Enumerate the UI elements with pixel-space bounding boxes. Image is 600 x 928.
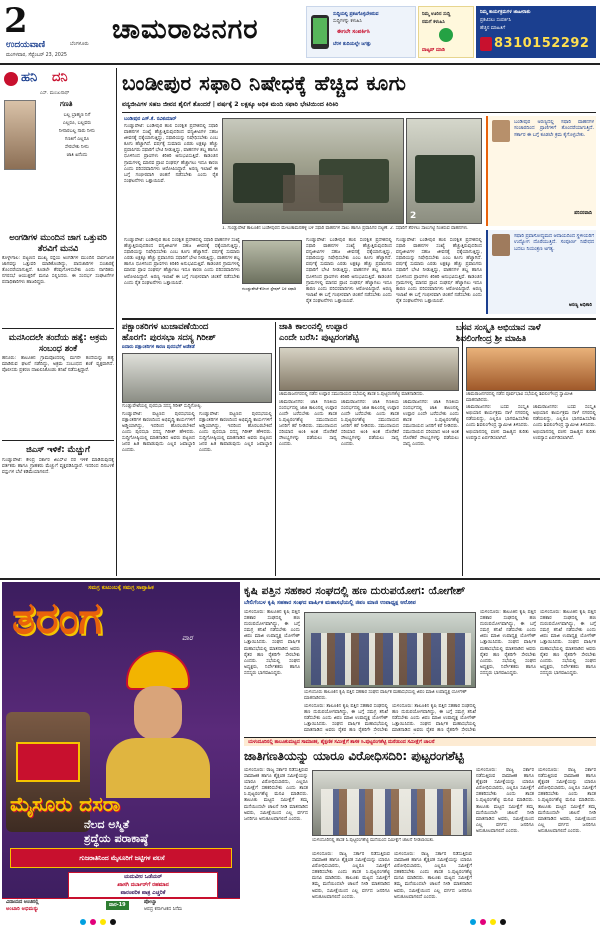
divider	[122, 318, 596, 320]
column-author-photo	[4, 100, 36, 170]
ad3-line: ಪ್ರಕಟಿಸಲು ಸಂಪರ್ಕಿಸಿ	[480, 18, 511, 23]
registration-dot	[490, 919, 496, 925]
mid-story-2-photo	[279, 347, 459, 391]
ad3-line: ಹೆಚ್ಚಿನ ಮಾಹಿತಿಗೆ	[480, 26, 506, 31]
masthead-ad-3	[476, 6, 596, 58]
ad-banner	[10, 848, 232, 868]
hani-dani-column	[0, 68, 116, 228]
paper-name: ಉದಯವಾಣಿ	[6, 40, 46, 50]
page-number: 2	[4, 1, 28, 41]
mid-story-2-caption: ಚಾಮರಾಜನಗರದಲ್ಲಿ ನಡೆದ ಉಪ್ಪಾರ ಸಮುದಾಯದ ಸಭೆಯಲ್ಲಿ ಶಾಸಕ ಸಿ.ಪುಟ್ಟರಂಗಶೆಟ್ಟಿ ಮಾತನಾಡಿದರು.	[279, 392, 425, 397]
ad-brand: ತರಂಗ	[12, 593, 102, 644]
ad-top-tag: ಸಮಗ್ರ ಕುಟುಂಬಕ್ಕೆ ಸಮಗ್ರ ಸಾಪ್ತಾಹಿಕ	[88, 585, 154, 591]
inline-photo	[242, 240, 302, 284]
logo-part-b: ದನಿ	[52, 70, 68, 85]
left-story-3-body: ಗುಂಡ್ಲುಪೇಟೆ: ಕೇಂದ್ರ ಸರ್ಕಾರ ಜಿಎಸ್‌ಟಿ ದರ ಇಳಿಕೆ ಮಾಡಿರುವುದಕ್ಕೆ ವರ್ತಕರು ಹಾಗೂ ಗ್ರಾಹಕರು ಮೆಚ್ಚುಗೆ ವ್ಯಕ್ತಪಡಿಸಿದ್ದಾರೆ. ಇದರಿಂದ ದಿನಬಳಕೆ ವಸ್ತುಗಳ ಬೆಲೆ ಕಡಿಮೆಯಾಗಲಿದೆ.	[2, 457, 114, 475]
ad-bottom-left-2: ಅಂಬಾರಿ ಅಭಿಮನ್ಯು	[6, 906, 39, 912]
registration-marks	[0, 917, 600, 927]
divider	[122, 112, 596, 113]
royal-robe	[106, 738, 210, 798]
ad-bottom-right-2: ಆಪದ್ರ ಕರ್ನಾಟಕದ ಸಿನೆಮ	[144, 907, 183, 912]
ad-badge: ವಾರ-19	[106, 901, 129, 910]
registration-dot	[500, 919, 506, 925]
mid-story-2-body-col-2: ಚಾಮರಾಜನಗರ: ಜಾತಿ ಗಣತಿಯ ಸಂದರ್ಭದಲ್ಲಿ ಜಾತಿ ಕಾಲಂನಲ್ಲಿ ಉಪ್ಪಾರ ಎಂದೇ ಬರೆಸಬೇಕು ಎಂದು ಶಾಸಕ ಸಿ.ಪುಟ್ಟರಂಗಶೆಟ್ಟಿ ಸಮುದಾಯದ ಜನರಿಗೆ ಕರೆ ನೀಡಿದರು. ಸಮುದಾಯದ ಸರಿಯಾದ ಅಂಕಿ ಅಂಶ ದೊರೆತರೆ ಸೌಲಭ್ಯಗಳನ್ನು ಪಡೆಯಲು ಸಾಧ್ಯ ಎಂದರು.	[341, 399, 399, 448]
registration-dot	[470, 919, 476, 925]
ad-bottom-right-1: ಪೋಲ್ವಾ	[144, 899, 157, 905]
caste-caption: ಯಳಂದೂರಿನಲ್ಲಿ ಶಾಸಕ ಸಿ.ಪುಟ್ಟರಂಗಶೆಟ್ಟಿ ಮನೆಯಿಂದ ಸಮೀಕ್ಷೆಗೆ ಚಾಲನೆ ನೀಡಲಾಯಿತು.	[312, 838, 435, 843]
masthead	[0, 0, 600, 62]
ad1-line: ಬೆರಳ ತುದಿಯಲ್ಲೇ ಜಗತ್ತು	[333, 42, 372, 47]
mid-story-2-body-col-1: ಚಾಮರಾಜನಗರ: ಜಾತಿ ಗಣತಿಯ ಸಂದರ್ಭದಲ್ಲಿ ಜಾತಿ ಕಾಲಂನಲ್ಲಿ ಉಪ್ಪಾರ ಎಂದೇ ಬರೆಸಬೇಕು ಎಂದು ಶಾಸಕ ಸಿ.ಪುಟ್ಟರಂಗಶೆಟ್ಟಿ ಸಮುದಾಯದ ಜನರಿಗೆ ಕರೆ ನೀಡಿದರು. ಸಮುದಾಯದ ಸರಿಯಾದ ಅಂಕಿ ಅಂಶ ದೊರೆತರೆ ಸೌಲಭ್ಯಗಳನ್ನು ಪಡೆಯಲು ಸಾಧ್ಯ ಎಂದರು.	[279, 399, 337, 448]
lead-subheadline: ವನ್ಯಜೀವಿಗಳ ಸಹಜ ಜೀವನ ಶೈಲಿಗೆ ತೊಂದರೆ | ವರ್ಷಕ್ಕೆ 2 ಲಕ್ಷಕ್ಕೂ ಅಧಿಕ ಮಂದಿ ಸಫಾರಿ ಭೇಟಿಯಿಂದ ಕಿರಿಕಿರಿ	[122, 101, 339, 108]
ad2-line: ನಮಗೆ ಕಳುಹಿಸಿ	[422, 20, 445, 25]
registration-dot	[100, 919, 106, 925]
lead-body-col-1: ಗುಂಡ್ಲುಪೇಟೆ: ಬಂಡೀಪುರ ಹುಲಿ ಸಂರಕ್ಷಿತ ಪ್ರದೇಶದಲ್ಲಿ ಸಫಾರಿ ವಾಹನಗಳ ಸಂಖ್ಯೆ ಹೆಚ್ಚುತ್ತಿರುವುದರಿಂದ ವನ್ಯಜೀವಿಗಳ ಸಹಜ ಜೀವನಕ್ಕೆ ಧಕ್ಕೆಯಾಗುತ್ತಿದ್ದು, ಸಫಾರಿಯನ್ನು ನಿಷೇಧಿಸಬೇಕು ಎಂಬ ಕೂಗು ಹೆಚ್ಚಾಗಿದೆ. ವರ್ಷಕ್ಕೆ ಸುಮಾರು ಎರಡು ಲಕ್ಷಕ್ಕೂ ಹೆಚ್ಚು ಪ್ರವಾಸಿಗರು ಸಫಾರಿಗೆ ಭೇಟಿ ನೀಡುತ್ತಿದ್ದು, ವಾಹನಗಳ ಶಬ್ದ ಹಾಗೂ ಧೂಳಿನಿಂದ ಪ್ರಾಣಿಗಳು ಕಿರಿಕಿರಿ ಅನುಭವಿಸುತ್ತಿವೆ. ಕಾಡಂಚಿನ ಗ್ರಾಮಗಳಲ್ಲಿ ಮಾನವ ಪ್ರಾಣಿ ಸಂಘರ್ಷ ಹೆಚ್ಚಾಗಲು ಇದೂ ಕಾರಣ ಎಂದು ಪರಿಸರವಾದಿಗಳು ಆರೋಪಿಸಿದ್ದಾರೆ. ಅರಣ್ಯ ಇಲಾಖೆ ಈ ಬಗ್ಗೆ ಗಂಭೀರವಾಗಿ ಚಿಂತನೆ ನಡೆಸಬೇಕು ಎಂದು ರೈತ ಸಂಘಟನೆಗಳು ಒತ್ತಾಯಿಸಿವೆ.	[124, 124, 218, 184]
quote-portrait	[492, 120, 510, 142]
mid-story-1-headline-2: ಹೊರಗೆ: ಪುರಸಭಾ ಸದಸ್ಯ ಗಿರೀಶ್	[122, 333, 216, 343]
mid-story-1-subhead: ಐದಾರು ಪಕ್ಷಾಂತರಿಗಳ ಕಾರಣ ಪುರಸಭೆಗೆ ಅಡೆತಡೆ	[122, 345, 195, 350]
face	[134, 686, 182, 740]
coop-headline: ಕೃಷಿ ಪತ್ತಿನ ಸಹಕಾರ ಸಂಘದಲ್ಲಿ ಹಣ ದುರುಪಯೋಗ: ಯೋಗೇಶ್	[244, 585, 466, 597]
lead-photo-caption: 1. ಗುಂಡ್ಲುಪೇಟೆ ತಾಲೂಕಿನ ಬಂಡೀಪುರದ ಮೇಲುಕಾಮನಹಳ್ಳಿ ಬಳಿ ಸಫಾರಿ ವಾಹನಗಳ ಸಾಲು ಹಾಗೂ ಪ್ರವಾಸಿಗರ ದಟ್ಟಣೆ. 2. ಸಫಾರಿಗೆ ತೆರಳಲು ಸಾಲುಗಟ್ಟಿ ನಿಂತಿರುವ ವಾಹನಗಳು.	[222, 226, 469, 231]
divider	[462, 322, 463, 576]
mid-story-3-photo	[466, 347, 596, 391]
edition-label: ಬೆಂಗಳೂರು	[70, 41, 89, 47]
left-story-1-headline: ಅಂಗಡಿಗಳ ಮುಂದಿನ ಜಾಗ ಒತ್ತುವರಿ ತೆರವಿಗೆ ಮನವಿ	[9, 232, 107, 253]
ad-feature-2: ನೆಲದ ಅಸ್ಮಿತೆ	[84, 818, 130, 831]
poem-line: ಬಲ್ಲ ಬ್ರಾಹ್ಮಣ ನಿಗೆ	[63, 113, 91, 118]
registration-dot	[80, 919, 86, 925]
sidebar-quote: ಸಫಾರಿ ಪ್ರವಾಸೋದ್ಯಮದ ಆದಾಯದಿಂದ ಸ್ಥಳೀಯರಿಗೆ ಉದ್ಯೋಗ ದೊರೆಯುತ್ತಿದೆ. ಸಂಪೂರ್ಣ ನಿಷೇಧದ ಬದಲು ನಿಯಂತ್ರಣ ಅಗತ್ಯ.	[514, 234, 594, 252]
poem	[40, 112, 114, 160]
mid-story-1-caption: ಗುಂಡ್ಲುಪೇಟೆಯಲ್ಲಿ ಪುರಸಭಾ ಸದಸ್ಯ ಗಿರೀಶ್ ಸುದ್ದಿಗೋಷ್ಠಿ.	[122, 404, 202, 409]
coop-body-col-3: ಯಳಂದೂರು: ತಾಲೂಕಿನ ಕೃಷಿ ಪತ್ತಿನ ಸಹಕಾರ ಸಂಘದಲ್ಲಿ ಹಣ ದುರುಪಯೋಗವಾಗಿದ್ದು, ಈ ಬಗ್ಗೆ ಸಮಗ್ರ ತನಿಖೆ ನಡೆಸಬೇಕು ಎಂದು ಜಿಪಂ ಮಾಜಿ ಉಪಾಧ್ಯಕ್ಷ ಯೋಗೇಶ್ ಒತ್ತಾಯಿಸಿದರು. ಸಂಘದ ವಾರ್ಷಿಕ ಮಹಾಸಭೆಯಲ್ಲಿ ಮಾತನಾಡಿದ ಅವರು ರೈತರ ಹಣ ರೈತರಿಗೇ ಸೇರಬೇಕು	[392, 704, 476, 734]
whatsapp-icon	[439, 28, 453, 42]
divider	[2, 328, 114, 329]
mid-story-1-headline-1: ಪಕ್ಷಾಂತರಿಗಳ ಟುಜಾವಣೆಯಿಂದ	[122, 322, 209, 332]
caste-kicker-bar	[244, 737, 596, 746]
poem-line: ನೀನಾರಬಲ್ಲ ನಾರು ನೀನು	[59, 129, 95, 134]
mid-story-3-body-col-1: ಚಾಮರಾಜನಗರ: ಬಸವ ಸಂಸ್ಕೃತಿ ಅಭಿಯಾನ ಕಾರ್ಯಕ್ರಮ ನಾಳೆ ನಗರದಲ್ಲಿ ನಡೆಯಲಿದ್ದು, ಎಲ್ಲರೂ ಭಾಗವಹಿಸಬೇಕು ಎಂದು ಶಿವಲಿಂಗೇಂದ್ರ ಸ್ವಾಮೀಜಿ ತಿಳಿಸಿದರು. ಅಭಿಯಾನದಲ್ಲಿ ವಚನ ಸಾಹಿತ್ಯದ ಕುರಿತು ಉಪನ್ಯಾಸ ಏರ್ಪಡಿಸಲಾಗಿದೆ.	[466, 405, 529, 441]
left-story-3	[2, 444, 114, 574]
left-story-1-body: ಕೊಳ್ಳೇಗಾಲ: ಪಟ್ಟಣದ ಮುಖ್ಯ ರಸ್ತೆಯ ಅಂಗಡಿಗಳ ಮುಂದಿನ ಸಾರ್ವಜನಿಕ ಜಾಗವನ್ನು ಒತ್ತುವರಿ ಮಾಡಿಕೊಂಡಿದ್ದು, ಪಾದಚಾರಿಗಳ ಸಂಚಾರಕ್ಕೆ ತೊಂದರೆಯಾಗುತ್ತಿದೆ. ಕೂಡಲೇ ತೆರವುಗೊಳಿಸಬೇಕು ಎಂದು ನಾಗರಿಕರು ನಗರಸಭೆ ಆಯುಕ್ತರಿಗೆ ಮನವಿ ಸಲ್ಲಿಸಿದರು. ಈ ಸಂದರ್ಭ ಸಂಘಟನೆಗಳ ಪದಾಧಿಕಾರಿಗಳು ಹಾಜರಿದ್ದರು.	[2, 256, 114, 286]
left-story-2-headline: ಮನಸಿಂದಲೇ ತಂದೆಯ ಹತ್ಯೆ: ಅಕ್ರಮ ಸಂಬಂಧ ಶಂಕೆ	[8, 332, 108, 353]
column-rule	[116, 68, 117, 576]
sidebar-quote: ಬಂಡೀಪುರ ಅರಣ್ಯದಲ್ಲಿ ಸಫಾರಿ ವಾಹನಗಳ ಸಂಚಾರದಿಂದ ಪ್ರಾಣಿಗಳಿಗೆ ತೊಂದರೆಯಾಗುತ್ತಿದೆ. ಸರ್ಕಾರ ಈ ಬಗ್ಗೆ ಕೂಡಲೇ ಕ್ರಮ ಕೈಗೊಳ್ಳಬೇಕು.	[514, 120, 594, 138]
lead-body-col-3: ಗುಂಡ್ಲುಪೇಟೆ: ಬಂಡೀಪುರ ಹುಲಿ ಸಂರಕ್ಷಿತ ಪ್ರದೇಶದಲ್ಲಿ ಸಫಾರಿ ವಾಹನಗಳ ಸಂಖ್ಯೆ ಹೆಚ್ಚುತ್ತಿರುವುದರಿಂದ ವನ್ಯಜೀವಿಗಳ ಸಹಜ ಜೀವನಕ್ಕೆ ಧಕ್ಕೆಯಾಗುತ್ತಿದ್ದು, ಸಫಾರಿಯನ್ನು ನಿಷೇಧಿಸಬೇಕು ಎಂಬ ಕೂಗು ಹೆಚ್ಚಾಗಿದೆ. ವರ್ಷಕ್ಕೆ ಸುಮಾರು ಎರಡು ಲಕ್ಷಕ್ಕೂ ಹೆಚ್ಚು ಪ್ರವಾಸಿಗರು ಸಫಾರಿಗೆ ಭೇಟಿ ನೀಡುತ್ತಿದ್ದು, ವಾಹನಗಳ ಶಬ್ದ ಹಾಗೂ ಧೂಳಿನಿಂದ ಪ್ರಾಣಿಗಳು ಕಿರಿಕಿರಿ ಅನುಭವಿಸುತ್ತಿವೆ. ಕಾಡಂಚಿನ ಗ್ರಾಮಗಳಲ್ಲಿ ಮಾನವ ಪ್ರಾಣಿ ಸಂಘರ್ಷ ಹೆಚ್ಚಾಗಲು ಇದೂ ಕಾರಣ ಎಂದು ಪರಿಸರವಾದಿಗಳು ಆರೋಪಿಸಿದ್ದಾರೆ. ಅರಣ್ಯ ಇಲಾಖೆ ಈ ಬಗ್ಗೆ ಗಂಭೀರವಾಗಿ ಚಿಂತನೆ ನಡೆಸಬೇಕು ಎಂದು ರೈತ ಸಂಘಟನೆಗಳು ಒತ್ತಾಯಿಸಿವೆ.	[306, 238, 392, 304]
poem-line: ಗಣತಿಗೆ ಎಲ್ಲರೂ	[64, 137, 90, 142]
section-title: ಚಾಮರಾಜನಗರ	[112, 14, 259, 45]
ad-brand-sub: ವಾರ	[182, 634, 193, 642]
poem-line: ಜಾತಿ ಏನೆಂದು	[66, 153, 88, 158]
ad-feature-1: ಮೈಸೂರು ದಸರಾ	[10, 792, 121, 816]
coop-photo	[304, 612, 476, 688]
caste-photo	[312, 770, 472, 836]
masthead-ad-1	[306, 6, 416, 58]
logo-part-a: ಹನಿ	[21, 70, 38, 85]
lead-body-col-2: ಗುಂಡ್ಲುಪೇಟೆ: ಬಂಡೀಪುರ ಹುಲಿ ಸಂರಕ್ಷಿತ ಪ್ರದೇಶದಲ್ಲಿ ಸಫಾರಿ ವಾಹನಗಳ ಸಂಖ್ಯೆ ಹೆಚ್ಚುತ್ತಿರುವುದರಿಂದ ವನ್ಯಜೀವಿಗಳ ಸಹಜ ಜೀವನಕ್ಕೆ ಧಕ್ಕೆಯಾಗುತ್ತಿದ್ದು, ಸಫಾರಿಯನ್ನು ನಿಷೇಧಿಸಬೇಕು ಎಂಬ ಕೂಗು ಹೆಚ್ಚಾಗಿದೆ. ವರ್ಷಕ್ಕೆ ಸುಮಾರು ಎರಡು ಲಕ್ಷಕ್ಕೂ ಹೆಚ್ಚು ಪ್ರವಾಸಿಗರು ಸಫಾರಿಗೆ ಭೇಟಿ ನೀಡುತ್ತಿದ್ದು, ವಾಹನಗಳ ಶಬ್ದ ಹಾಗೂ ಧೂಳಿನಿಂದ ಪ್ರಾಣಿಗಳು ಕಿರಿಕಿರಿ ಅನುಭವಿಸುತ್ತಿವೆ. ಕಾಡಂಚಿನ ಗ್ರಾಮಗಳಲ್ಲಿ ಮಾನವ ಪ್ರಾಣಿ ಸಂಘರ್ಷ ಹೆಚ್ಚಾಗಲು ಇದೂ ಕಾರಣ ಎಂದು ಪರಿಸರವಾದಿಗಳು ಆರೋಪಿಸಿದ್ದಾರೆ. ಅರಣ್ಯ ಇಲಾಖೆ ಈ ಬಗ್ಗೆ ಗಂಭೀರವಾಗಿ ಚಿಂತನೆ ನಡೆಸಬೇಕು ಎಂದು ರೈತ ಸಂಘಟನೆಗಳು ಒತ್ತಾಯಿಸಿವೆ.	[124, 238, 240, 286]
ad-line-3: ಪಾರಂಪರಿಕ ಪಾತ್ರ ಎಚ್ಚರಿಕೆ	[120, 890, 166, 896]
mid-story-1-body-col-2: ಗುಂಡ್ಲುಪೇಟೆ: ಪಟ್ಟಣದ ಪುರಸಭೆಯಲ್ಲಿ ಪಕ್ಷಾಂತರಿಗಳ ಕಾರಣದಿಂದ ಅಭಿವೃದ್ಧಿ ಕಾರ್ಯಗಳಿಗೆ ಅಡ್ಡಿಯಾಗಿದ್ದು, ಇದರಿಂದ ಹೊರಬರಬೇಕಿದೆ ಎಂದು ಪುರಸಭಾ ಸದಸ್ಯ ಗಿರೀಶ್ ಹೇಳಿದರು. ಸುದ್ದಿಗೋಷ್ಠಿಯಲ್ಲಿ ಮಾತನಾಡಿದ ಅವರು ಪಟ್ಟಣದ ಜನರ ಹಿತ ಕಾಪಾಡುವುದು ಎಲ್ಲರ ಜವಾಬ್ದಾರಿ ಎಂದರು.	[199, 411, 272, 454]
phone-icon	[480, 37, 492, 51]
left-story-2-body: ಹನೂರು: ತಾಲೂಕಿನ ಗ್ರಾಮವೊಂದರಲ್ಲಿ ಮಗನೇ ತಂದೆಯನ್ನು ಹತ್ಯೆ ಮಾಡಿರುವ ಘಟನೆ ನಡೆದಿದ್ದು, ಅಕ್ರಮ ಸಂಬಂಧದ ಶಂಕೆ ವ್ಯಕ್ತವಾಗಿದೆ. ಪೊಲೀಸರು ಪ್ರಕರಣ ದಾಖಲಿಸಿಕೊಂಡು ತನಿಖೆ ನಡೆಸುತ್ತಿದ್ದಾರೆ.	[2, 356, 114, 374]
lead-headline: ಬಂಡೀಪುರ ಸಫಾರಿ ನಿಷೇಧಕ್ಕೆ ಹೆಚ್ಚಿದ ಕೂಗು	[122, 71, 407, 95]
phone-hand-icon	[311, 15, 329, 49]
registration-dot	[480, 919, 486, 925]
ad1-line: ಈಗಲೇ ಸಂಪರ್ಕಿಸಿ	[337, 29, 370, 35]
phone-number: 8310152292	[494, 36, 590, 51]
coop-subheadline: ಬೇಲಿಗೆಂಬಳ ಕೃಷಿ ಸಹಕಾರ ಸಂಘದ ವಾರ್ಷಿಕ ಮಹಾಸಭೆಯಲ್ಲಿ ಜಿಪಂ ಮಾಜಿ ಉಪಾಧ್ಯಕ್ಷ ಆರೋಪ	[244, 600, 416, 606]
lead-photo-2	[406, 118, 482, 224]
caste-body-col-1: ಯಳಂದೂರು: ರಾಜ್ಯ ಸರ್ಕಾರ ನಡೆಸುತ್ತಿರುವ ಸಾಮಾಜಿಕ ಹಾಗೂ ಶೈಕ್ಷಣಿಕ ಸಮೀಕ್ಷೆಯನ್ನು ಯಾರೂ ವಿರೋಧಿಸಬಾರದು, ಎಲ್ಲರೂ ಸಮೀಕ್ಷೆಗೆ ಸಹಕರಿಸಬೇಕು ಎಂದು ಶಾಸಕ ಸಿ.ಪುಟ್ಟರಂಗಶೆಟ್ಟಿ ಮನವಿ ಮಾಡಿದರು. ತಾಲೂಕು ಮಟ್ಟದ ಸಮೀಕ್ಷೆಗೆ ತಮ್ಮ ಮನೆಯಿಂದಲೇ ಚಾಲನೆ ನೀಡಿ ಮಾತನಾಡಿದ ಅವರು, ಸಮೀಕ್ಷೆಯಿಂದ ಎಲ್ಲ ವರ್ಗದ ಜನರಿಗೂ ಅನುಕೂಲವಾಗಲಿದೆ ಎಂದರು.	[244, 768, 308, 822]
people-group	[321, 789, 467, 835]
royal-portrait	[98, 648, 218, 798]
coop-body-col-2: ಯಳಂದೂರು: ತಾಲೂಕಿನ ಕೃಷಿ ಪತ್ತಿನ ಸಹಕಾರ ಸಂಘದಲ್ಲಿ ಹಣ ದುರುಪಯೋಗವಾಗಿದ್ದು, ಈ ಬಗ್ಗೆ ಸಮಗ್ರ ತನಿಖೆ ನಡೆಸಬೇಕು ಎಂದು ಜಿಪಂ ಮಾಜಿ ಉಪಾಧ್ಯಕ್ಷ ಯೋಗೇಶ್ ಒತ್ತಾಯಿಸಿದರು. ಸಂಘದ ವಾರ್ಷಿಕ ಮಹಾಸಭೆಯಲ್ಲಿ ಮಾತನಾಡಿದ ಅವರು ರೈತರ ಹಣ ರೈತರಿಗೇ ಸೇರಬೇಕು	[304, 704, 388, 734]
ad1-line: ಸುದ್ದಿಯಲ್ಲಿ ಪ್ರಕಟಗೊಳ್ಳಬೇಕಿರುವ	[333, 12, 379, 17]
date-line: ಮಂಗಳವಾರ, ಸೆಪ್ಟೆಂಬರ್ 23, 2025	[6, 53, 67, 58]
left-story-1	[2, 232, 114, 324]
poem-line: ಸೇರಬೇಕು ನೀನು	[65, 145, 89, 150]
taranga-ad	[2, 582, 240, 914]
coop-caption: ಯಳಂದೂರು ತಾಲೂಕಿನ ಕೃಷಿ ಪತ್ತಿನ ಸಹಕಾರ ಸಂಘದ ವಾರ್ಷಿಕ ಮಹಾಸಭೆಯಲ್ಲಿ ಜಿಪಂ ಮಾಜಿ ಉಪಾಧ್ಯಕ್ಷ ಯೋಗೇಶ್ ಮಾತನಾಡಿದರು.	[304, 690, 467, 701]
left-story-2	[2, 332, 114, 436]
caste-body-col-5: ಯಳಂದೂರು: ರಾಜ್ಯ ಸರ್ಕಾರ ನಡೆಸುತ್ತಿರುವ ಸಾಮಾಜಿಕ ಹಾಗೂ ಶೈಕ್ಷಣಿಕ ಸಮೀಕ್ಷೆಯನ್ನು ಯಾರೂ ವಿರೋಧಿಸಬಾರದು, ಎಲ್ಲರೂ ಸಮೀಕ್ಷೆಗೆ ಸಹಕರಿಸಬೇಕು ಎಂದು ಶಾಸಕ ಸಿ.ಪುಟ್ಟರಂಗಶೆಟ್ಟಿ ಮನವಿ ಮಾಡಿದರು. ತಾಲೂಕು ಮಟ್ಟದ ಸಮೀಕ್ಷೆಗೆ ತಮ್ಮ ಮನೆಯಿಂದಲೇ ಚಾಲನೆ ನೀಡಿ ಮಾತನಾಡಿದ ಅವರು, ಸಮೀಕ್ಷೆಯಿಂದ ಎಲ್ಲ ವರ್ಗದ ಜನರಿಗೂ ಅನುಕೂಲವಾಗಲಿದೆ ಎಂದರು.	[538, 768, 596, 834]
caste-headline: ಜಾತಿಗಣತಿಯನ್ನು ಯಾರೂ ವಿರೋಧಿಸದಿರಿ: ಪುಟ್ಟರಂಗಶೆಟ್ಟಿ	[244, 749, 464, 763]
lead-body-col-4: ಗುಂಡ್ಲುಪೇಟೆ: ಬಂಡೀಪುರ ಹುಲಿ ಸಂರಕ್ಷಿತ ಪ್ರದೇಶದಲ್ಲಿ ಸಫಾರಿ ವಾಹನಗಳ ಸಂಖ್ಯೆ ಹೆಚ್ಚುತ್ತಿರುವುದರಿಂದ ವನ್ಯಜೀವಿಗಳ ಸಹಜ ಜೀವನಕ್ಕೆ ಧಕ್ಕೆಯಾಗುತ್ತಿದ್ದು, ಸಫಾರಿಯನ್ನು ನಿಷೇಧಿಸಬೇಕು ಎಂಬ ಕೂಗು ಹೆಚ್ಚಾಗಿದೆ. ವರ್ಷಕ್ಕೆ ಸುಮಾರು ಎರಡು ಲಕ್ಷಕ್ಕೂ ಹೆಚ್ಚು ಪ್ರವಾಸಿಗರು ಸಫಾರಿಗೆ ಭೇಟಿ ನೀಡುತ್ತಿದ್ದು, ವಾಹನಗಳ ಶಬ್ದ ಹಾಗೂ ಧೂಳಿನಿಂದ ಪ್ರಾಣಿಗಳು ಕಿರಿಕಿರಿ ಅನುಭವಿಸುತ್ತಿವೆ. ಕಾಡಂಚಿನ ಗ್ರಾಮಗಳಲ್ಲಿ ಮಾನವ ಪ್ರಾಣಿ ಸಂಘರ್ಷ ಹೆಚ್ಚಾಗಲು ಇದೂ ಕಾರಣ ಎಂದು ಪರಿಸರವಾದಿಗಳು ಆರೋಪಿಸಿದ್ದಾರೆ. ಅರಣ್ಯ ಇಲಾಖೆ ಈ ಬಗ್ಗೆ ಗಂಭೀರವಾಗಿ ಚಿಂತನೆ ನಡೆಸಬೇಕು ಎಂದು ರೈತ ಸಂಘಟನೆಗಳು ಒತ್ತಾಯಿಸಿವೆ.	[396, 238, 482, 304]
poem-line: ಎಲ್ಲರೂ, ಬಲ್ಲವರು	[62, 121, 92, 126]
mid-story-3-body-col-2: ಚಾಮರಾಜನಗರ: ಬಸವ ಸಂಸ್ಕೃತಿ ಅಭಿಯಾನ ಕಾರ್ಯಕ್ರಮ ನಾಳೆ ನಗರದಲ್ಲಿ ನಡೆಯಲಿದ್ದು, ಎಲ್ಲರೂ ಭಾಗವಹಿಸಬೇಕು ಎಂದು ಶಿವಲಿಂಗೇಂದ್ರ ಸ್ವಾಮೀಜಿ ತಿಳಿಸಿದರು. ಅಭಿಯಾನದಲ್ಲಿ ವಚನ ಸಾಹಿತ್ಯದ ಕುರಿತು ಉಪನ್ಯಾಸ ಏರ್ಪಡಿಸಲಾಗಿದೆ.	[533, 405, 596, 441]
ad-line-1: ಯದುವೀರ ಒಡೆಯರ್	[123, 874, 163, 880]
masthead-ad-2	[418, 6, 474, 58]
turban	[126, 650, 190, 690]
divider	[275, 322, 276, 576]
poem-title: ಗಣತಿ	[60, 100, 73, 108]
mid-story-2-body-col-3: ಚಾಮರಾಜನಗರ: ಜಾತಿ ಗಣತಿಯ ಸಂದರ್ಭದಲ್ಲಿ ಜಾತಿ ಕಾಲಂನಲ್ಲಿ ಉಪ್ಪಾರ ಎಂದೇ ಬರೆಸಬೇಕು ಎಂದು ಶಾಸಕ ಸಿ.ಪುಟ್ಟರಂಗಶೆಟ್ಟಿ ಸಮುದಾಯದ ಜನರಿಗೆ ಕರೆ ನೀಡಿದರು. ಸಮುದಾಯದ ಸರಿಯಾದ ಅಂಕಿ ಅಂಶ ದೊರೆತರೆ ಸೌಲಭ್ಯಗಳನ್ನು ಪಡೆಯಲು ಸಾಧ್ಯ ಎಂದರು.	[403, 399, 459, 448]
registration-dot	[110, 919, 116, 925]
heart-icon	[4, 72, 18, 86]
caste-kicker: ಯಳಂದೂರಿನಲ್ಲಿ ತಾಲೂಕುಮಟ್ಟದ ಸಾಮಾಜಿಕ, ಶೈಕ್ಷಣಿಕ ಸಮೀಕ್ಷೆಗೆ ಶಾಸಕ ಸಿ.ಪುಟ್ಟರಂಗಶೆಟ್ಟಿ ಮನೆಯಿಂದ ಸಮೀಕ್ಷೆಗೆ ಚಾಲನೆ	[248, 740, 435, 745]
mid-story-1-photo	[122, 353, 272, 403]
mid-story-2-headline-2: ಎಂದೇ ಬರೆಸಿ: ಪುಟ್ಟರಂಗಶೆಟ್ಟಿ	[279, 333, 359, 343]
ad-bottom-strip	[2, 898, 240, 914]
ad-bottom-left-1: ವಿದಾಯದ ಅಂಚಿನಲ್ಲಿ	[6, 900, 39, 905]
ad-line-2: ಖಾಸಗಿ ದರ್ಬಾರ್‌ಗೆ ರಹಮಾನ	[117, 882, 169, 888]
mid-story-1-body-col-1: ಗುಂಡ್ಲುಪೇಟೆ: ಪಟ್ಟಣದ ಪುರಸಭೆಯಲ್ಲಿ ಪಕ್ಷಾಂತರಿಗಳ ಕಾರಣದಿಂದ ಅಭಿವೃದ್ಧಿ ಕಾರ್ಯಗಳಿಗೆ ಅಡ್ಡಿಯಾಗಿದ್ದು, ಇದರಿಂದ ಹೊರಬರಬೇಕಿದೆ ಎಂದು ಪುರಸಭಾ ಸದಸ್ಯ ಗಿರೀಶ್ ಹೇಳಿದರು. ಸುದ್ದಿಗೋಷ್ಠಿಯಲ್ಲಿ ಮಾತನಾಡಿದ ಅವರು ಪಟ್ಟಣದ ಜನರ ಹಿತ ಕಾಪಾಡುವುದು ಎಲ್ಲರ ಜವಾಬ್ದಾರಿ ಎಂದರು.	[122, 411, 195, 454]
mid-story-1	[122, 322, 272, 576]
people-group	[311, 633, 471, 685]
mid-story-3-caption: ಚಾಮರಾಜನಗರದಲ್ಲಿ ನಡೆದ ಪೂರ್ವಭಾವಿ ಸಭೆಯಲ್ಲಿ ಶಿವಲಿಂಗೇಂದ್ರ ಸ್ವಾಮೀಜಿ ಮಾತನಾಡಿದರು.	[466, 392, 573, 403]
registration-dot	[90, 919, 96, 925]
ad1-line: ಸುದ್ದಿಗಳನ್ನು ಕಳುಹಿಸಿ	[333, 19, 362, 24]
inline-photo-caption: ಗುಂಡ್ಲುಪೇಟೆ-ಕೋಂಗ ಸ್ಟೇಷನ್ ಬಳಿ ಸಫಾರಿ	[242, 286, 297, 291]
left-story-3-headline: ಜಿಎಸ್ ಇಳಿಕೆ: ಮೆಚ್ಚುಗೆ	[26, 444, 90, 454]
mid-story-2	[279, 322, 459, 576]
photo-number: 2	[410, 211, 417, 221]
safari-jeep	[415, 155, 475, 203]
caste-body-col-4: ಯಳಂದೂರು: ರಾಜ್ಯ ಸರ್ಕಾರ ನಡೆಸುತ್ತಿರುವ ಸಾಮಾಜಿಕ ಹಾಗೂ ಶೈಕ್ಷಣಿಕ ಸಮೀಕ್ಷೆಯನ್ನು ಯಾರೂ ವಿರೋಧಿಸಬಾರದು, ಎಲ್ಲರೂ ಸಮೀಕ್ಷೆಗೆ ಸಹಕರಿಸಬೇಕು ಎಂದು ಶಾಸಕ ಸಿ.ಪುಟ್ಟರಂಗಶೆಟ್ಟಿ ಮನವಿ ಮಾಡಿದರು. ತಾಲೂಕು ಮಟ್ಟದ ಸಮೀಕ್ಷೆಗೆ ತಮ್ಮ ಮನೆಯಿಂದಲೇ ಚಾಲನೆ ನೀಡಿ ಮಾತನಾಡಿದ ಅವರು, ಸಮೀಕ್ಷೆಯಿಂದ ಎಲ್ಲ ವರ್ಗದ ಜನರಿಗೂ ಅನುಕೂಲವಾಗಲಿದೆ ಎಂದರು.	[476, 768, 534, 834]
divider	[0, 578, 600, 580]
lead-photo-1	[222, 118, 404, 224]
ad-feature-3: ಶ್ರದ್ಧೆಯ ಪರಾಕಾಷ್ಠೆ	[84, 832, 149, 845]
hani-dani-logo	[2, 68, 114, 90]
masthead-rule	[0, 63, 600, 65]
mid-story-3-headline-1: ಬಸವ ಸಂಸ್ಕೃತಿ ಅಭಿಯಾನ ನಾಳೆ	[456, 322, 541, 332]
lead-sidebar	[486, 116, 596, 226]
caste-body-col-2: ಯಳಂದೂರು: ರಾಜ್ಯ ಸರ್ಕಾರ ನಡೆಸುತ್ತಿರುವ ಸಾಮಾಜಿಕ ಹಾಗೂ ಶೈಕ್ಷಣಿಕ ಸಮೀಕ್ಷೆಯನ್ನು ಯಾರೂ ವಿರೋಧಿಸಬಾರದು, ಎಲ್ಲರೂ ಸಮೀಕ್ಷೆಗೆ ಸಹಕರಿಸಬೇಕು ಎಂದು ಶಾಸಕ ಸಿ.ಪುಟ್ಟರಂಗಶೆಟ್ಟಿ ಮನವಿ ಮಾಡಿದರು. ತಾಲೂಕು ಮಟ್ಟದ ಸಮೀಕ್ಷೆಗೆ ತಮ್ಮ ಮನೆಯಿಂದಲೇ ಚಾಲನೆ ನೀಡಿ ಮಾತನಾಡಿದ ಅವರು, ಸಮೀಕ್ಷೆಯಿಂದ ಎಲ್ಲ ವರ್ಗದ ಜನರಿಗೂ ಅನುಕೂಲವಾಗಲಿದೆ ಎಂದರು.	[312, 852, 390, 900]
ad2-line: ವಾಟ್ಸಪ್ ಮಾಡಿ	[422, 48, 445, 53]
mid-story-3-headline-2: ಶಿವಲಿಂಗೇಂದ್ರ ಶ್ರೀ ಮಾಹಿತಿ	[456, 333, 527, 343]
coop-body-col-4: ಯಳಂದೂರು: ತಾಲೂಕಿನ ಕೃಷಿ ಪತ್ತಿನ ಸಹಕಾರ ಸಂಘದಲ್ಲಿ ಹಣ ದುರುಪಯೋಗವಾಗಿದ್ದು, ಈ ಬಗ್ಗೆ ಸಮಗ್ರ ತನಿಖೆ ನಡೆಸಬೇಕು ಎಂದು ಜಿಪಂ ಮಾಜಿ ಉಪಾಧ್ಯಕ್ಷ ಯೋಗೇಶ್ ಒತ್ತಾಯಿಸಿದರು. ಸಂಘದ ವಾರ್ಷಿಕ ಮಹಾಸಭೆಯಲ್ಲಿ ಮಾತನಾಡಿದ ಅವರು ರೈತರ ಹಣ ರೈತರಿಗೇ ಸೇರಬೇಕು ಎಂದರು. ಸಭೆಯಲ್ಲಿ ಸಂಘದ ಅಧ್ಯಕ್ಷರು, ನಿರ್ದೇಶಕರು ಹಾಗೂ ಸದಸ್ಯರು ಭಾಗವಹಿಸಿದ್ದರು.	[480, 610, 536, 676]
caste-body-col-3: ಯಳಂದೂರು: ರಾಜ್ಯ ಸರ್ಕಾರ ನಡೆಸುತ್ತಿರುವ ಸಾಮಾಜಿಕ ಹಾಗೂ ಶೈಕ್ಷಣಿಕ ಸಮೀಕ್ಷೆಯನ್ನು ಯಾರೂ ವಿರೋಧಿಸಬಾರದು, ಎಲ್ಲರೂ ಸಮೀಕ್ಷೆಗೆ ಸಹಕರಿಸಬೇಕು ಎಂದು ಶಾಸಕ ಸಿ.ಪುಟ್ಟರಂಗಶೆಟ್ಟಿ ಮನವಿ ಮಾಡಿದರು. ತಾಲೂಕು ಮಟ್ಟದ ಸಮೀಕ್ಷೆಗೆ ತಮ್ಮ ಮನೆಯಿಂದಲೇ ಚಾಲನೆ ನೀಡಿ ಮಾತನಾಡಿದ ಅವರು, ಸಮೀಕ್ಷೆಯಿಂದ ಎಲ್ಲ ವರ್ಗದ ಜನರಿಗೂ ಅನುಕೂಲವಾಗಲಿದೆ ಎಂದರು.	[394, 852, 472, 900]
lead-sidebar-2	[486, 230, 596, 314]
mid-story-3	[456, 322, 596, 576]
coop-body-col-5: ಯಳಂದೂರು: ತಾಲೂಕಿನ ಕೃಷಿ ಪತ್ತಿನ ಸಹಕಾರ ಸಂಘದಲ್ಲಿ ಹಣ ದುರುಪಯೋಗವಾಗಿದ್ದು, ಈ ಬಗ್ಗೆ ಸಮಗ್ರ ತನಿಖೆ ನಡೆಸಬೇಕು ಎಂದು ಜಿಪಂ ಮಾಜಿ ಉಪಾಧ್ಯಕ್ಷ ಯೋಗೇಶ್ ಒತ್ತಾಯಿಸಿದರು. ಸಂಘದ ವಾರ್ಷಿಕ ಮಹಾಸಭೆಯಲ್ಲಿ ಮಾತನಾಡಿದ ಅವರು ರೈತರ ಹಣ ರೈತರಿಗೇ ಸೇರಬೇಕು ಎಂದರು. ಸಭೆಯಲ್ಲಿ ಸಂಘದ ಅಧ್ಯಕ್ಷರು, ನಿರ್ದೇಶಕರು ಹಾಗೂ ಸದಸ್ಯರು ಭಾಗವಹಿಸಿದ್ದರು.	[540, 610, 596, 676]
lead-byline: ಬಂಡೀಪುರ ಎಸ್.ಕೆ. ರವಿಕುಮಾರ್	[124, 117, 177, 122]
sidebar-attribution: ಪರಿಸರವಾದಿ	[574, 211, 592, 216]
ad-text-panel	[68, 872, 218, 898]
people-group	[283, 175, 343, 211]
ad3-line: ನಿಮ್ಮ ಕಾರ್ಯಕ್ರಮಗಳ ಜಾಹೀರಾತು	[480, 10, 531, 15]
mid-story-2-headline-1: ಜಾತಿ ಕಾಲಂನಲ್ಲಿ ಉಪ್ಪಾರ	[279, 322, 348, 332]
elephant-caparison	[16, 742, 80, 782]
sidebar-attribution: ಅರಣ್ಯ ಅಧಿಕಾರಿ	[568, 303, 592, 308]
coop-body-col-1: ಯಳಂದೂರು: ತಾಲೂಕಿನ ಕೃಷಿ ಪತ್ತಿನ ಸಹಕಾರ ಸಂಘದಲ್ಲಿ ಹಣ ದುರುಪಯೋಗವಾಗಿದ್ದು, ಈ ಬಗ್ಗೆ ಸಮಗ್ರ ತನಿಖೆ ನಡೆಸಬೇಕು ಎಂದು ಜಿಪಂ ಮಾಜಿ ಉಪಾಧ್ಯಕ್ಷ ಯೋಗೇಶ್ ಒತ್ತಾಯಿಸಿದರು. ಸಂಘದ ವಾರ್ಷಿಕ ಮಹಾಸಭೆಯಲ್ಲಿ ಮಾತನಾಡಿದ ಅವರು ರೈತರ ಹಣ ರೈತರಿಗೇ ಸೇರಬೇಕು ಎಂದರು. ಸಭೆಯಲ್ಲಿ ಸಂಘದ ಅಧ್ಯಕ್ಷರು, ನಿರ್ದೇಶಕರು ಹಾಗೂ ಸದಸ್ಯರು ಭಾಗವಹಿಸಿದ್ದರು.	[244, 610, 300, 676]
ad-banner-text: ಗುಜರಾತಿನಿಂದ ಮೈಸೂರಿಗೆ ಜಟ್ಟಿಗಳ ವಲಸೆ	[79, 854, 165, 862]
divider	[2, 440, 114, 441]
column-byline: ಎಸ್. ಮಂಜುನಾಥ್	[40, 91, 70, 96]
quote-portrait	[492, 234, 510, 256]
ad2-line: ನಿಮ್ಮ ಊರಿನ ಸುದ್ದಿ	[422, 12, 451, 17]
